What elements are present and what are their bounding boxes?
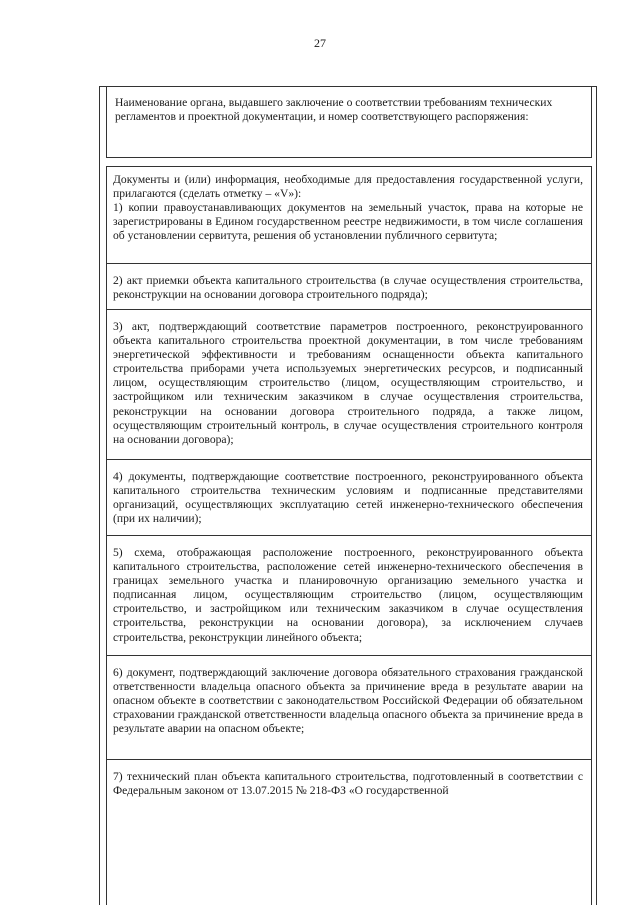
document-item-4: 4) документы, подтверждающие соответствие построенного, реконструированного объекта капитального строительства техническим условиям и подписанные представителями организаций, осуществляющих эксплуатацию сетей инженерно-технического обеспечения (при их наличии); [113, 470, 583, 526]
document-item-7: 7) технический план объекта капитального строительства, подготовленный в соответствии с Федеральным законом от 13.07.2015 № 218-ФЗ «О государственной [113, 770, 583, 798]
document-item-1: 1) копии правоустанавливающих документов на земельный участок, права на которые не зарегистрированы в Едином государственном реестре недвижимости, в том числе соглашения об установлении сервитута, решения об установлении публичного сервитута; [113, 201, 583, 243]
item-separator [106, 535, 592, 536]
issuing-authority-label: Наименование органа, выдавшего заключение о соответствии требованиям технических регламентов и проектной документации, и номер соответствующего распоряжения: [115, 96, 553, 124]
item-separator [106, 309, 592, 310]
item-separator [106, 655, 592, 656]
documents-intro: Документы и (или) информация, необходимые для предоставления государственной услуги, прилагаются (сделать отметку – «V»): [113, 173, 583, 201]
document-item-5: 5) схема, отображающая расположение построенного, реконструированного объекта капитального строительства, расположение сетей инженерно-технического обеспечения в границах земельного участка и планировочную организацию земельного участка и подписанная лицом, осуществляющим строительство (лицом, осуществляющим строительство, и застройщиком или техническим заказчиком в случае осуществления строительства, реконструкции на основании договора), за исключением случаев строительства, реконструкции линейного объекта; [113, 546, 583, 644]
item-separator [106, 759, 592, 760]
document-item-6: 6) документ, подтверждающий заключение договора обязательного страхования гражданской ответственности владельца опасного объекта за причинение вреда в результате аварии на опасном объекте в соответствии с законодательством Российской Федерации об обязательном страховании гражданской ответственности владельца опасного объекта за причинение вреда в результате аварии на опасном объекте; [113, 666, 583, 736]
item-separator [106, 263, 592, 264]
document-item-2: 2) акт приемки объекта капитального строительства (в случае осуществления строительства, реконструкции на основании договора строительного подряда); [113, 274, 583, 302]
page-number: 27 [314, 36, 326, 50]
item-separator [106, 459, 592, 460]
document-item-3: 3) акт, подтверждающий соответствие параметров построенного, реконструированного объекта капитального строительства проектной документации, в том числе требованиям энергетической эффективности и требованиям оснащенности объекта капитального строительства приборами учета используемых энергетических ресурсов, и подписанный лицом, осуществляющим строительство (лицом, осуществляющим строительство, и застройщиком или техническим заказчиком в случае осуществления строительства, реконструкции на основании договора строительного подряда, а также лицом, осуществляющим строительный контроль, в случае осуществления строительного контроля на основании договора); [113, 320, 583, 446]
